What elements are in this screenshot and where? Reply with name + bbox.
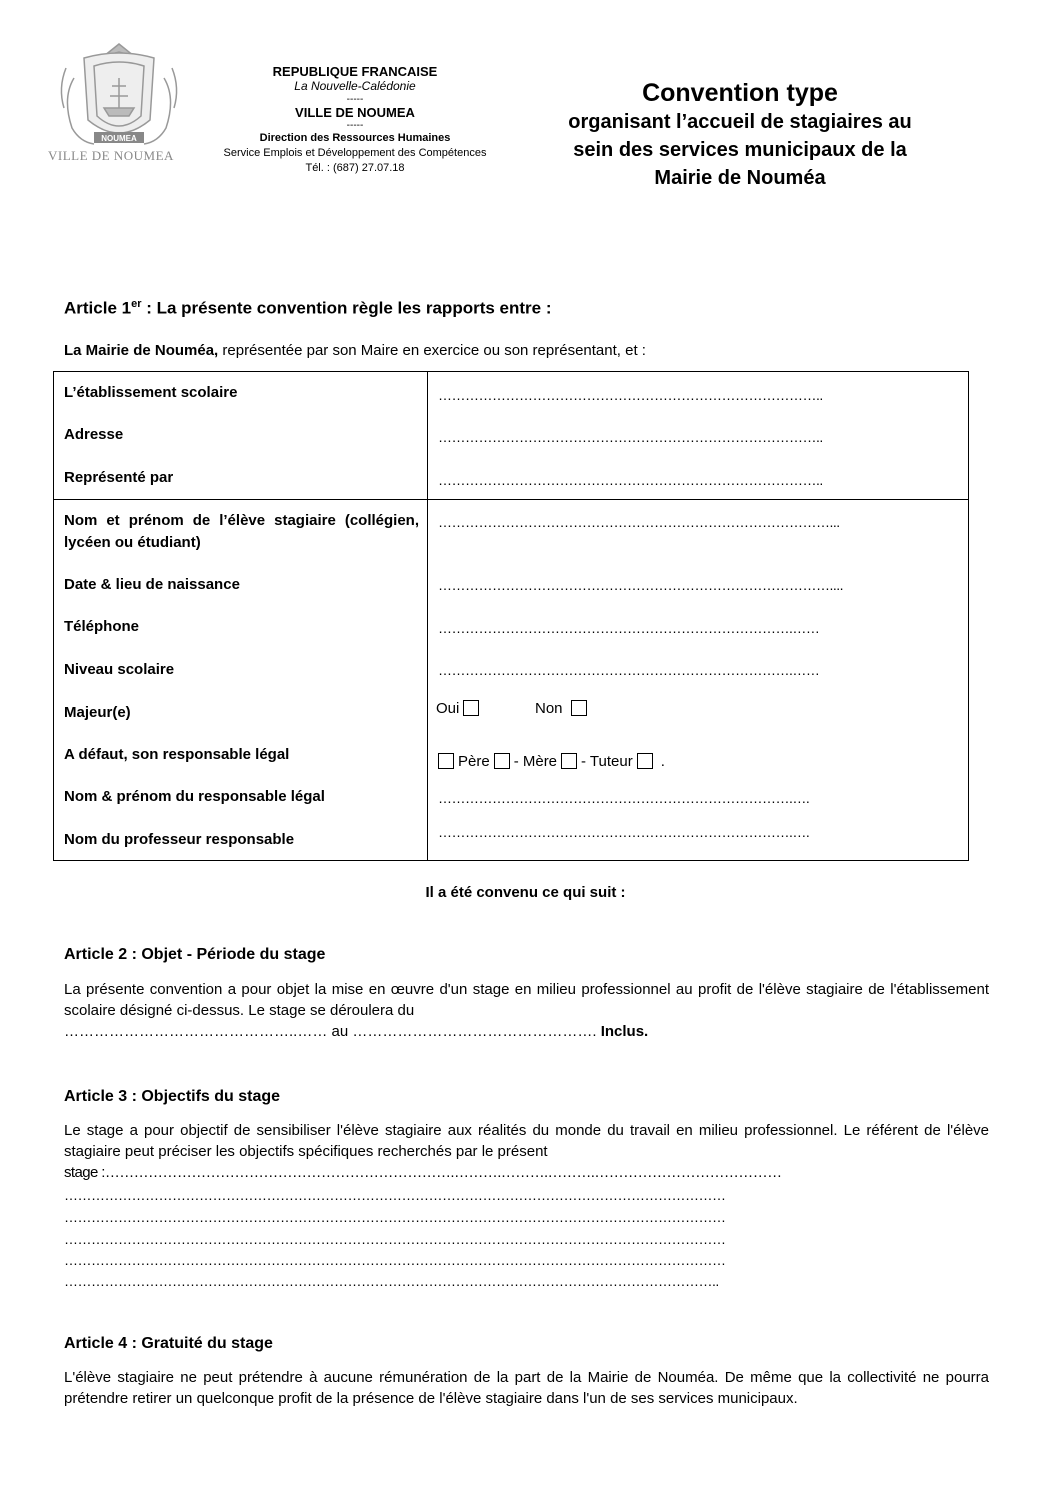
table-divider bbox=[427, 372, 428, 860]
title-main: Convention type bbox=[642, 79, 838, 107]
title-line-1: organisant l’accueil de stagiaires au bbox=[568, 111, 912, 133]
adult-no-option bbox=[535, 698, 591, 720]
article-3-heading: Article 3 : Objectifs du stage bbox=[64, 1088, 281, 1105]
article-4-heading: Article 4 : Gratuité du stage bbox=[64, 1335, 273, 1352]
tutor-label: - Tuteur bbox=[581, 753, 633, 770]
objectives-line[interactable]: ………………………………………………………………………………………………………………………………… bbox=[64, 1252, 726, 1268]
period-to-field[interactable]: …………………………………………. bbox=[352, 1023, 597, 1040]
birth-label: Date & lieu de naissance bbox=[64, 576, 240, 593]
title-line-3: Mairie de Nouméa bbox=[654, 167, 826, 189]
guardian-label: A défaut, son responsable légal bbox=[64, 746, 290, 763]
article-2-heading: Article 2 : Objet - Période du stage bbox=[64, 946, 326, 963]
article-1-intro: La Mairie de Nouméa, représentée par son Maire en exercice ou son représentant, et : bbox=[64, 342, 646, 359]
school-level-field[interactable]: …………………………………………………………………….…… bbox=[438, 662, 820, 678]
guardian-end: . bbox=[660, 753, 665, 770]
period-inclus: Inclus. bbox=[596, 1023, 649, 1040]
territory-label: La Nouvelle-Calédonie bbox=[294, 79, 416, 93]
phone-field[interactable]: …………………………………………………………………….…… bbox=[438, 620, 820, 636]
title-line-2: sein des services municipaux de la bbox=[573, 139, 907, 161]
article-1-heading: Article 1er : La présente convention règle les rapports entre : bbox=[64, 298, 552, 318]
objectives-line[interactable]: stage :……………………………………………………………….……….……….……….………………………………… bbox=[64, 1164, 782, 1181]
guardian-name-field[interactable]: …………………………………………………………………….…. bbox=[438, 790, 810, 806]
represented-by-label: Représenté par bbox=[64, 469, 174, 486]
objectives-line[interactable]: ………………………………………………………………………………………………………………………………… bbox=[64, 1209, 726, 1225]
address-field[interactable]: ………………………………………………………………………….. bbox=[438, 429, 823, 445]
direction-label: Direction des Ressources Humaines bbox=[259, 132, 451, 144]
school-level-label: Niveau scolaire bbox=[64, 661, 175, 678]
represented-by-field[interactable]: ………………………………………………………………………….. bbox=[438, 472, 823, 488]
article-2-text: La présente convention a pour objet la mise en œuvre d'un stage en milieu professionnel au profit de l'élève stagiaire de l'établissement scolaire désigné ci-dessus. Le stage se déroulera du bbox=[64, 981, 989, 1019]
student-name-field[interactable]: ……………………………………………………………………………... bbox=[438, 514, 840, 530]
guardian-options bbox=[434, 751, 665, 773]
article-3-text: Le stage a pour objectif de sensibiliser l'élève stagiaire aux réalités du monde du travail en milieu professionnel. Le référent de l'élève stagiaire peut préciser les objectifs spécifiques recherchés par le présent bbox=[64, 1122, 989, 1160]
separator: ----- bbox=[346, 120, 364, 131]
table-divider bbox=[54, 499, 968, 500]
teacher-label: Nom du professeur responsable bbox=[64, 831, 295, 848]
logo-banner: NOUMEA bbox=[101, 134, 137, 143]
tutor-checkbox[interactable] bbox=[561, 753, 577, 769]
father-label: Père bbox=[458, 753, 490, 770]
service-label: Service Emplois et Développement des Compétences bbox=[223, 147, 487, 159]
objectives-line[interactable]: ………………………………………………………………………………………………………………………………… bbox=[64, 1187, 726, 1203]
adult-label: Majeur(e) bbox=[64, 704, 131, 721]
agreed-statement: Il a été convenu ce qui suit : bbox=[425, 884, 626, 901]
article-4-text: L'élève stagiaire ne peut prétendre à aucune rémunération de la part de la Mairie de Nouméa. De même que la collectivité ne pourra prétendre retirer un quelconque profit de la présence de l'élève stagiaire dans l'un de ses services municipaux. bbox=[64, 1369, 989, 1407]
city-label: VILLE DE NOUMEA bbox=[295, 105, 415, 120]
objectives-line[interactable]: ……………………………………………………………………………………………………………………………….. bbox=[64, 1273, 719, 1289]
father-checkbox[interactable] bbox=[438, 753, 454, 769]
adult-yes-label: Oui bbox=[436, 700, 460, 717]
objectives-line[interactable]: ………………………………………………………………………………………………………………………………… bbox=[64, 1231, 726, 1247]
tutor-end-checkbox[interactable] bbox=[637, 753, 653, 769]
student-name-label: Nom et prénom de l’élève stagiaire (collégien, lycéen ou étudiant) bbox=[64, 512, 419, 551]
article-2-period bbox=[64, 1022, 648, 1042]
mother-label: - Mère bbox=[513, 753, 558, 770]
phone-label: Tél. : (687) 27.07.18 bbox=[305, 162, 405, 174]
mother-checkbox[interactable] bbox=[494, 753, 510, 769]
adult-yes-checkbox[interactable] bbox=[463, 700, 479, 716]
address-label: Adresse bbox=[64, 426, 124, 443]
teacher-field[interactable]: …………………………………………………………………….…. bbox=[438, 824, 810, 840]
phone-label: Téléphone bbox=[64, 618, 140, 635]
adult-no-checkbox[interactable] bbox=[571, 700, 587, 716]
administrative-header bbox=[150, 64, 560, 176]
period-au: au bbox=[327, 1023, 353, 1040]
period-from-field[interactable]: ………………………………………..…… bbox=[64, 1023, 328, 1040]
school-field[interactable]: ………………………………………………………………………….. bbox=[438, 387, 823, 403]
adult-yes-option bbox=[436, 698, 483, 720]
school-label: L’établissement scolaire bbox=[64, 384, 238, 401]
logo-caption: VILLE DE NOUMEA bbox=[48, 148, 174, 163]
guardian-name-label: Nom & prénom du responsable légal bbox=[64, 788, 325, 805]
adult-no-label: Non bbox=[535, 700, 563, 717]
document-title bbox=[520, 78, 960, 192]
separator: ----- bbox=[346, 94, 364, 105]
birth-field[interactable]: …………………………………………………………………………….... bbox=[438, 577, 844, 593]
republic-label: REPUBLIQUE FRANCAISE bbox=[272, 64, 438, 79]
